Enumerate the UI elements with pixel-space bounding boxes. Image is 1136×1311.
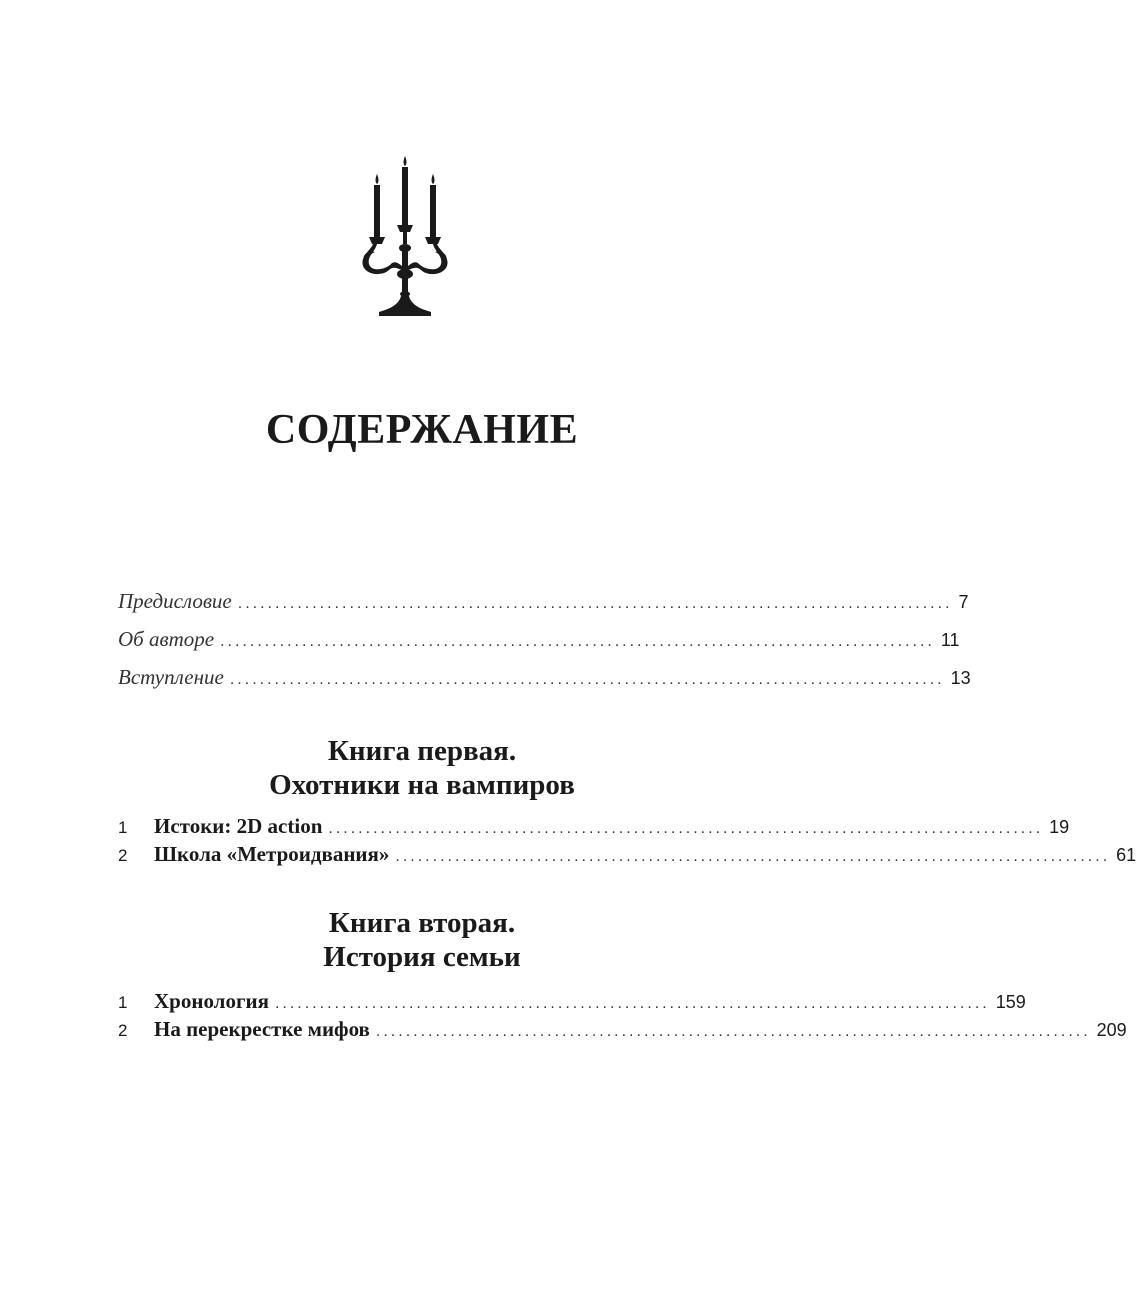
page-title: СОДЕРЖАНИЕ: [265, 407, 579, 453]
toc-page-number: 11: [940, 630, 960, 650]
leader-dots: ................................................................................................: [229, 671, 945, 688]
book-heading-line1: Книга первая.: [327, 735, 517, 767]
chapter-number: 2: [118, 1021, 128, 1040]
toc-chapter[interactable]: [118, 839, 1136, 869]
chapter-number: 1: [118, 818, 128, 837]
toc-page-number: 13: [950, 668, 971, 688]
leader-dots: ................................................................................................: [375, 1023, 1091, 1040]
toc-entry[interactable]: [118, 624, 960, 654]
toc-chapter[interactable]: [118, 986, 1026, 1016]
leader-dots: ................................................................................................: [274, 995, 990, 1012]
toc-entry[interactable]: [118, 586, 969, 616]
toc-chapter[interactable]: [118, 1014, 1127, 1044]
leader-dots: ................................................................................................: [328, 820, 1044, 837]
leader-dots: ................................................................................................: [395, 848, 1111, 865]
book-heading: [0, 906, 844, 974]
toc-page-number: 61: [1116, 845, 1136, 865]
toc-chapter[interactable]: [118, 811, 1070, 841]
leader-dots: ................................................................................................: [220, 633, 935, 650]
chapter-label: Хронология: [154, 989, 269, 1013]
book-heading-line2: Охотники на вампиров: [269, 769, 575, 801]
chapter-label: Истоки: 2D action: [154, 814, 323, 838]
toc-page-number: 209: [1096, 1020, 1127, 1040]
candelabra-icon: [355, 152, 455, 318]
chapter-label: Школа «Метроидвания»: [154, 842, 390, 866]
toc-page-number: 19: [1049, 817, 1070, 837]
book-heading-line1: Книга вторая.: [328, 907, 516, 939]
chapter-label: На перекрестке мифов: [154, 1017, 370, 1041]
leader-dots: ................................................................................................: [237, 595, 953, 612]
toc-entry-label: Вступление: [118, 665, 224, 689]
chapter-number: 2: [118, 846, 128, 865]
toc-page-number: 159: [995, 992, 1026, 1012]
toc-entry-label: Об авторе: [118, 627, 215, 651]
toc-entry-label: Предисловие: [118, 589, 232, 613]
toc-page-number: 7: [958, 592, 969, 612]
chapter-number: 1: [118, 993, 128, 1012]
book-heading: [0, 734, 844, 802]
book-heading-line2: История семьи: [323, 941, 521, 973]
toc-entry[interactable]: [118, 662, 971, 692]
